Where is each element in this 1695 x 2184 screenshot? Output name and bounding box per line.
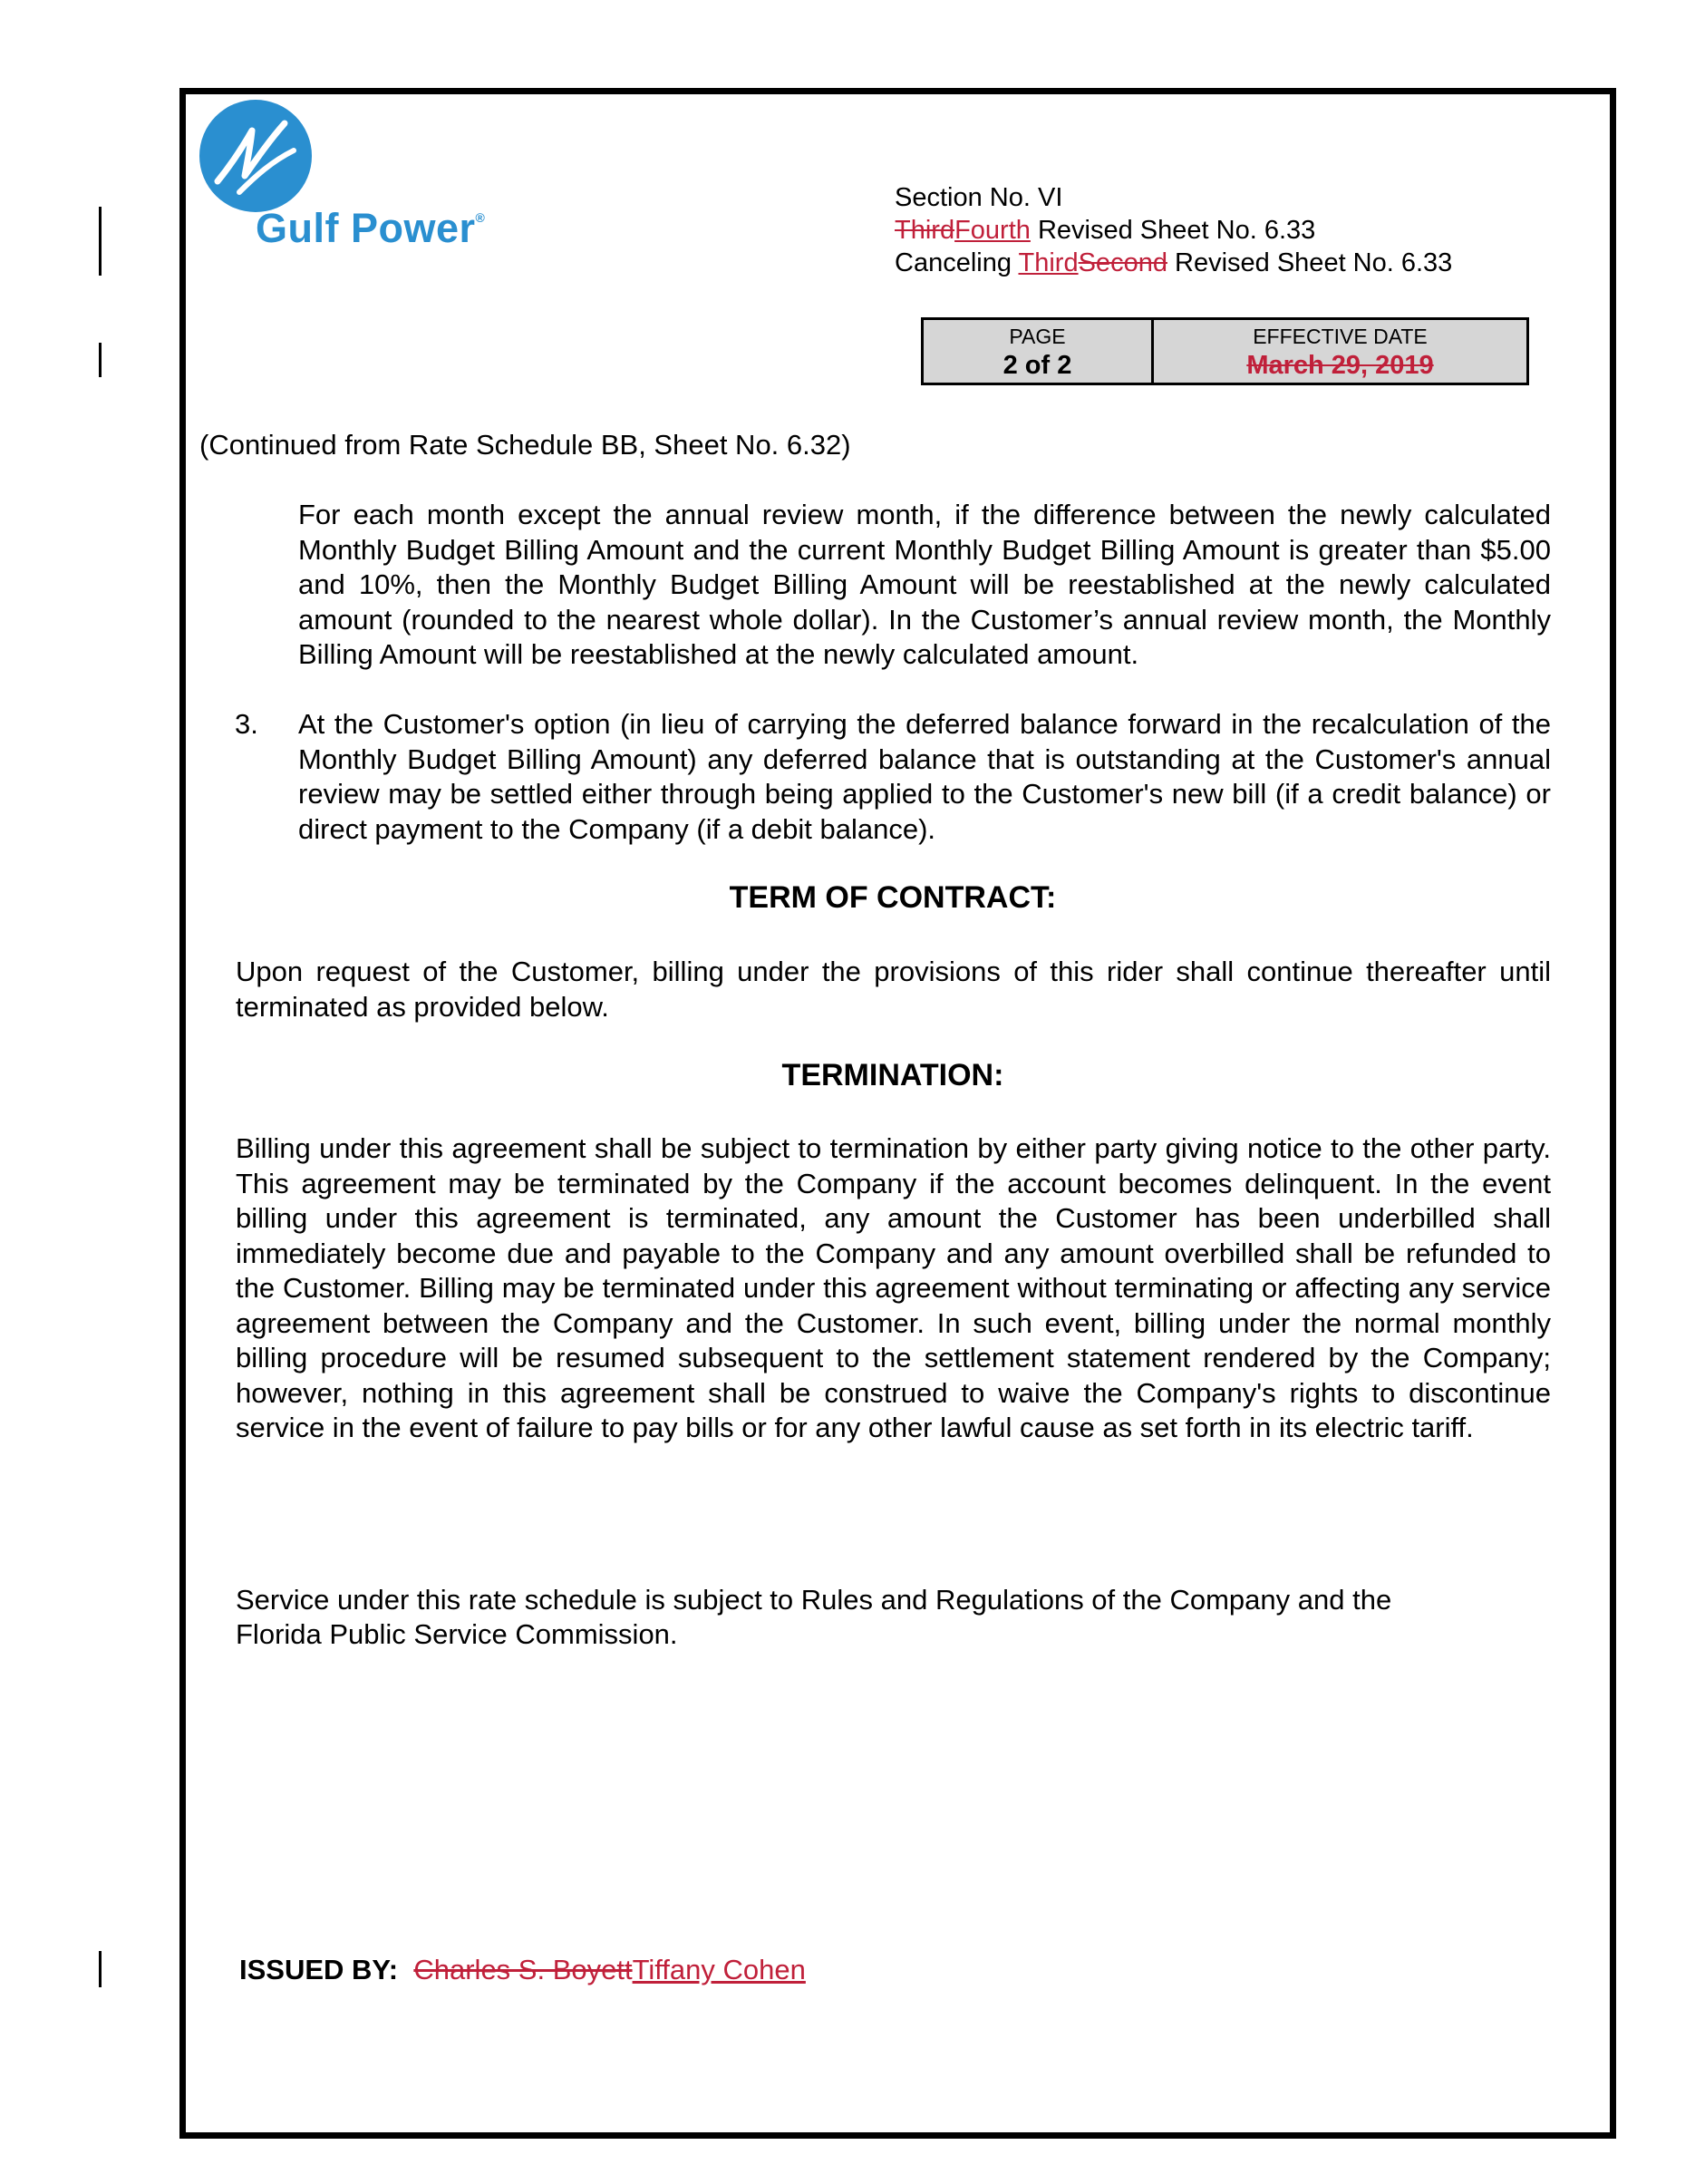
page-value: 2 of 2 [1002,351,1072,380]
issuer-inserted: Tiffany Cohen [632,1954,806,1985]
term-of-contract-heading: TERM OF CONTRACT: [729,880,1057,915]
sheet-info [895,181,1452,279]
change-bar [99,207,102,276]
term-of-contract-text: Upon request of the Customer, billing under the provisions of this rider shall continue thereafter until terminated as provided below. [236,956,1551,1023]
revised-sheet: ThirdFourth Revised Sheet No. 6.33 [895,216,1316,245]
item-3-text: At the Customer's option (in lieu of carrying the deferred balance forward in the recalculation of the Monthly Budget Billing Amount) any deferred balance that is outstanding at the Customer's annual review may be settled either through being applied to the Customer's new bill (if a credit balance) or direct payment to the Company (if a debit balance). [298,708,1551,845]
gulf-power-logo-icon [198,98,314,214]
issuer-deleted: Charles S. Boyett [413,1954,633,1985]
service-rules-line-2: Florida Public Service Commission. [236,1618,678,1650]
effective-date-cell [1153,319,1528,384]
page-label: PAGE [1009,325,1066,348]
canceling-sheet: Canceling ThirdSecond Revised Sheet No. 6.33 [895,248,1453,277]
page-border [179,88,1616,2139]
continued-note: (Continued from Rate Schedule BB, Sheet No. 6.32) [199,429,851,461]
company-name: Gulf Power® [256,205,486,251]
change-bar [99,343,102,377]
page-info-box [921,317,1529,385]
termination-heading: TERMINATION: [781,1058,1004,1092]
termination-text: Billing under this agreement shall be subject to termination by either party giving notice to the other party. This agreement may be terminated by the Company if the account becomes delinquent. In the event billing under this agreement is terminated, any amount the Customer has been underbilled shall immediately become due and payable to the Company and any amount overbilled shall be refunded to the Customer. Billing may be terminated under this agreement without terminating or affecting any service agreement between the Company and the Customer. In such event, billing under the normal monthly billing procedure will be resumed subsequent to the settlement statement rendered by the Company; however, nothing in this agreement shall be construed to waive the Company's rights to discontinue service in the event of failure to pay bills or for any other lawful cause as set forth in its electric tariff. [236,1132,1551,1443]
issued-by [239,1954,806,1986]
effective-date-value: March 29, 2019 [1246,351,1434,380]
item-3-number: 3. [235,708,258,740]
page-cell [923,319,1153,384]
service-rules-line-1: Service under this rate schedule is subject to Rules and Regulations of the Company and the [236,1584,1392,1616]
section-number: Section No. VI [895,183,1063,212]
effective-date-label: EFFECTIVE DATE [1253,325,1428,348]
change-bar [99,1951,102,1987]
issued-by-label: ISSUED BY: [239,1954,399,1985]
budget-amount-paragraph: For each month except the annual review month, if the difference between the newly calculated Monthly Budget Billing Amount and the current Monthly Budget Billing Amount is greater than $5.00 and 10%, then the Monthly Budget Billing Amount will be reestablished at the newly calculated amount (rounded to the nearest whole dollar). In the Customer’s annual review month, the Monthly Billing Amount will be reestablished at the newly calculated amount. [298,499,1551,670]
